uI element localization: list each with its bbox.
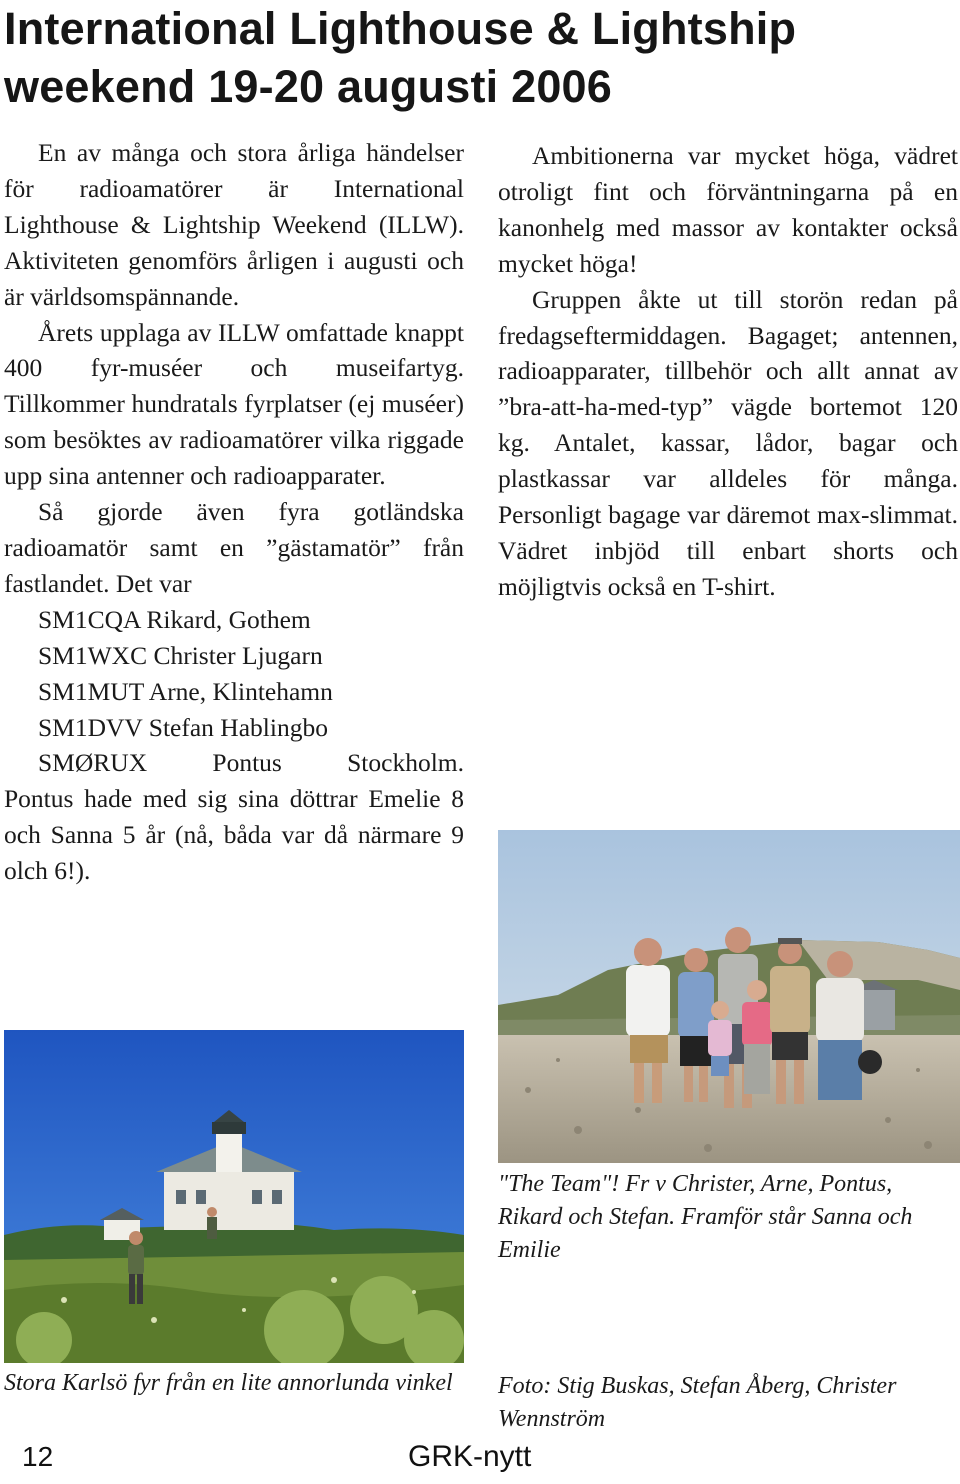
paragraph-illw-scope: Årets upplaga av ILLW omfattade knappt 400 fyr-muséer och museifartyg. Tillkommer hundratals fyrplatser (ej muséer) som besöktes av radioamatörer vilka riggade upp sina antenner och radioapparater.	[4, 317, 464, 491]
operator-item: SM1CQA Rikard, Gothem	[38, 604, 311, 634]
paragraph-gotland-group: Så gjorde även fyra gotländska radioamatör samt en ”gästamatör” från fastlandet. Det var	[4, 497, 464, 598]
paragraph-ambitions: Ambitionerna var mycket höga, vädret otroligt fint och förväntningarna på en kanonhelg med massor av kontakter också mycket höga!	[498, 141, 958, 278]
person-sanna	[708, 1001, 732, 1076]
operator-item: SM1DVV Stefan Hablingbo	[38, 712, 328, 742]
operator-item: SMØRUX Pontus Stockholm.	[38, 748, 464, 778]
paragraph-travel: Gruppen åkte ut till storön redan på fredagseftermiddagen. Bagaget; antennen, radioapparater, tillbehör och allt annat av ”bra-att-ha-med-typ” vägde bortemot 120 kg. Antalet, kassar, lådor, bagar och plastkassar var alldeles för många. Personligt bagage var däremot max-slimmat. Vädret inbjöd till enbart shorts och möjligtvis också en T-shirt.	[498, 284, 958, 601]
lighthouse-photo	[4, 1030, 464, 1363]
team-photo-caption: "The Team"! Fr v Christer, Arne, Pontus, Rikard och Stefan. Framför står Sanna och Emilie	[498, 1171, 913, 1263]
hiker-figure-far	[207, 1207, 217, 1239]
article-title: International Lighthouse & Lightship weekend 19-20 augusti 2006	[4, 3, 797, 112]
operator-item: SM1MUT Arne, Klintehamn	[38, 676, 333, 706]
operator-item: SM1WXC Christer Ljugarn	[38, 640, 323, 670]
photo-credit: Foto: Stig Buskas, Stefan Åberg, Christer Wennström	[498, 1373, 897, 1432]
right-column	[498, 138, 958, 605]
left-column	[4, 135, 464, 889]
paragraph-daughters: Pontus hade med sig sina döttrar Emelie 8 och Sanna 5 år (nå, båda var då närmare 9 olch 6!).	[4, 784, 464, 886]
team-photo	[498, 830, 960, 1163]
operator-list	[4, 602, 464, 782]
page-number: 12	[22, 1441, 54, 1472]
publication-name: GRK-nytt	[408, 1440, 532, 1473]
lighthouse-photo-caption: Stora Karlsö fyr från en lite annorlunda vinkel	[4, 1370, 453, 1396]
paragraph-intro: En av många och stora årliga händelser för radioamatörer är International Lighthouse & Lightship Weekend (ILLW). Aktiviteten genomförs årligen i augusti och är världsomspännande.	[4, 138, 464, 311]
